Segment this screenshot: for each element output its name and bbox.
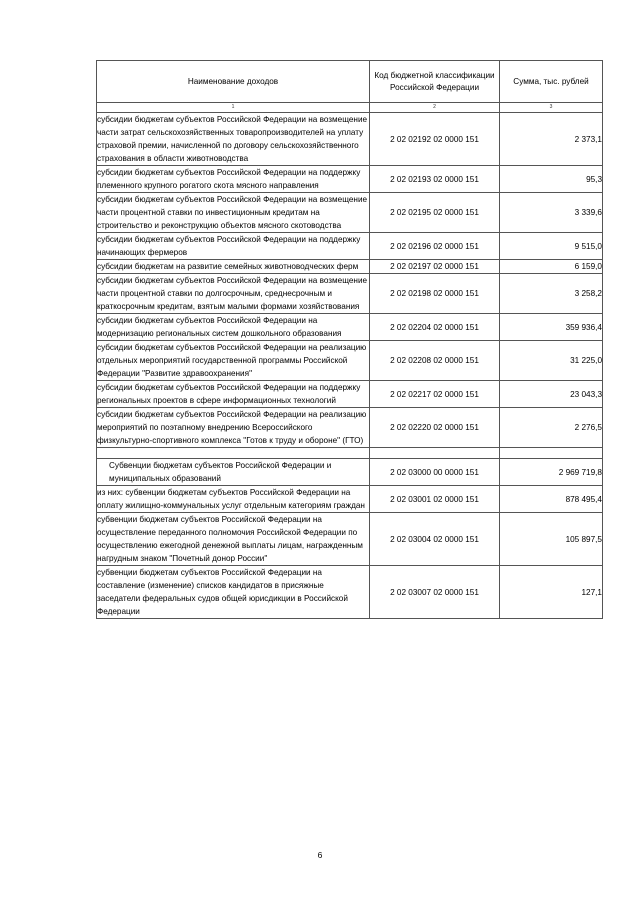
budget-code: 2 02 02220 02 0000 151 xyxy=(370,408,500,448)
revenue-table xyxy=(96,60,603,619)
income-name: субсидии бюджетам субъектов Российской Федерации на модернизацию региональных систем дошкольного образования xyxy=(97,314,370,341)
income-name: субвенции бюджетам субъектов Российской Федерации на осуществление переданного полномочия Российской Федерации по осуществлению ежегодной денежной выплаты лицам, награжденным нагрудным знаком "Почетный донор России" xyxy=(97,513,370,566)
sum-value: 9 515,0 xyxy=(500,233,603,260)
sum-value: 6 159,0 xyxy=(500,260,603,274)
column-number-2: 2 xyxy=(370,103,500,113)
income-name: субсидии бюджетам субъектов Российской Федерации на возмещение части процентной ставки по долгосрочным, среднесрочным и краткосрочным кредитам, взятым малыми формами хозяйствования xyxy=(97,274,370,314)
budget-code: 2 02 02192 02 0000 151 xyxy=(370,113,500,166)
table-row xyxy=(97,233,603,260)
table-row-total xyxy=(97,459,603,486)
budget-code: 2 02 03001 02 0000 151 xyxy=(370,486,500,513)
header-income-name: Наименование доходов xyxy=(97,61,370,103)
sum-value: 23 043,3 xyxy=(500,381,603,408)
income-name: субсидии бюджетам субъектов Российской Федерации на возмещение части процентной ставки по инвестиционным кредитам на строительство и реконструкцию объектов мясного скотоводства xyxy=(97,193,370,233)
income-name: Субвенции бюджетам субъектов Российской Федерации и муниципальных образований xyxy=(97,459,370,486)
income-name: субсидии бюджетам субъектов Российской Федерации на поддержку начинающих фермеров xyxy=(97,233,370,260)
sum-value: 2 373,1 xyxy=(500,113,603,166)
table-row xyxy=(97,513,603,566)
budget-code: 2 02 02197 02 0000 151 xyxy=(370,260,500,274)
header-budget-code: Код бюджетной классификации Российской Федерации xyxy=(370,61,500,103)
sum-value: 127,1 xyxy=(500,566,603,619)
empty-row xyxy=(97,448,603,459)
income-name: из них: субвенции бюджетам субъектов Российской Федерации на оплату жилищно-коммунальных услуг отдельным категориям граждан xyxy=(97,486,370,513)
table-row xyxy=(97,408,603,448)
table-row xyxy=(97,486,603,513)
budget-code: 2 02 03004 02 0000 151 xyxy=(370,513,500,566)
column-number-1: 1 xyxy=(97,103,370,113)
income-name: субсидии бюджетам субъектов Российской Федерации на реализацию мероприятий по поэтапному внедрению Всероссийского физкультурно-спортивного комплекса "Готов к труду и обороне" (ГТО) xyxy=(97,408,370,448)
budget-code: 2 02 02193 02 0000 151 xyxy=(370,166,500,193)
budget-code: 2 02 02196 02 0000 151 xyxy=(370,233,500,260)
budget-code: 2 02 02217 02 0000 151 xyxy=(370,381,500,408)
sum-value: 359 936,4 xyxy=(500,314,603,341)
sum-value: 878 495,4 xyxy=(500,486,603,513)
budget-code: 2 02 03000 00 0000 151 xyxy=(370,459,500,486)
budget-code: 2 02 02208 02 0000 151 xyxy=(370,341,500,381)
table-row xyxy=(97,381,603,408)
sum-value: 31 225,0 xyxy=(500,341,603,381)
sum-value: 95,3 xyxy=(500,166,603,193)
budget-code: 2 02 02204 02 0000 151 xyxy=(370,314,500,341)
page-number: 6 xyxy=(317,850,323,860)
table-header-row xyxy=(97,61,603,103)
header-sum: Сумма, тыс. рублей xyxy=(500,61,603,103)
table-row xyxy=(97,166,603,193)
budget-code: 2 02 02195 02 0000 151 xyxy=(370,193,500,233)
income-name: субсидии бюджетам субъектов Российской Федерации на поддержку региональных проектов в сфере информационных технологий xyxy=(97,381,370,408)
column-number-3: 3 xyxy=(500,103,603,113)
income-name: субсидии бюджетам на развитие семейных животноводческих ферм xyxy=(97,260,370,274)
table-row xyxy=(97,113,603,166)
table-row xyxy=(97,193,603,233)
sum-value: 3 258,2 xyxy=(500,274,603,314)
budget-code: 2 02 03007 02 0000 151 xyxy=(370,566,500,619)
column-number-row xyxy=(97,103,603,113)
table-row xyxy=(97,341,603,381)
sum-value: 105 897,5 xyxy=(500,513,603,566)
sum-value: 2 276,5 xyxy=(500,408,603,448)
table-row xyxy=(97,274,603,314)
sum-value: 3 339,6 xyxy=(500,193,603,233)
sum-value: 2 969 719,8 xyxy=(500,459,603,486)
income-name: субсидии бюджетам субъектов Российской Федерации на возмещение части затрат сельскохозяйственных товаропроизводителей на уплату страховой премии, начисленной по договору сельскохозяйственного страхования в области животноводства xyxy=(97,113,370,166)
table-row xyxy=(97,260,603,274)
table-row xyxy=(97,566,603,619)
income-name: субсидии бюджетам субъектов Российской Федерации на реализацию отдельных мероприятий государственной программы Российской Федерации "Развитие здравоохранения" xyxy=(97,341,370,381)
income-name: субвенции бюджетам субъектов Российской Федерации на составление (изменение) списков кандидатов в присяжные заседатели федеральных судов общей юрисдикции в Российской Федерации xyxy=(97,566,370,619)
budget-code: 2 02 02198 02 0000 151 xyxy=(370,274,500,314)
income-name: субсидии бюджетам субъектов Российской Федерации на поддержку племенного крупного рогатого скота мясного направления xyxy=(97,166,370,193)
budget-page xyxy=(96,60,602,619)
table-row xyxy=(97,314,603,341)
